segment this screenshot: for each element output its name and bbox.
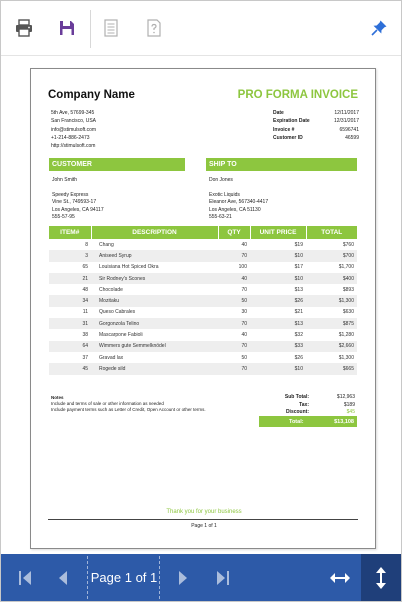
description-cell: Aniseed Syrup: [91, 250, 218, 261]
notes-title: Notes: [51, 395, 64, 400]
quantity-cell: 40: [241, 241, 247, 248]
item-number-cell: 45: [49, 363, 91, 374]
quantity-cell: 50: [241, 354, 247, 361]
unit-price-cell: $17: [294, 264, 303, 271]
table-header-row: [49, 226, 357, 239]
column-header: DESCRIPTION: [91, 226, 218, 239]
subtotal-label: Sub Total:: [284, 394, 309, 400]
help-button[interactable]: [139, 10, 169, 46]
notes-block: [51, 395, 206, 413]
footer-divider: [48, 519, 358, 520]
quantity-cell: 70: [241, 286, 247, 293]
company-name: Company Name: [48, 89, 135, 101]
total-bar: [259, 416, 357, 427]
invoice-meta: [273, 109, 359, 142]
meta-value: 46599: [345, 134, 359, 141]
description-cell: Wimmers gute Semmelknödel: [91, 341, 218, 352]
ship-line: Exotic Liquids: [209, 191, 240, 198]
quantity-cell: 100: [238, 264, 247, 271]
total-cell: $400: [306, 273, 357, 284]
description-cell: Sir Rodney's Scones: [91, 273, 218, 284]
address-line: info@stimulsoft.com: [51, 126, 97, 133]
item-number-cell: 31: [49, 318, 91, 329]
next-page-button[interactable]: [165, 554, 201, 601]
customer-line: Los Angeles, CA 94117: [52, 206, 104, 213]
total-cell: $700: [306, 250, 357, 261]
first-page-icon: [17, 569, 33, 587]
tax-label: Tax:: [299, 401, 309, 408]
table-row: [49, 352, 357, 363]
description-cell: Louisiana Hot Spiced Okra: [99, 264, 159, 271]
previous-page-button[interactable]: [45, 554, 81, 601]
total-cell: $760: [342, 241, 354, 248]
address-line: http://stimulsoft.com: [51, 143, 96, 150]
item-number-cell: 38: [82, 332, 88, 339]
quantity-cell: 30: [241, 309, 247, 316]
thank-you-note: Thank you for your business: [166, 509, 242, 515]
fit-height-button[interactable]: [361, 554, 401, 601]
unit-price-cell: $10: [250, 363, 306, 374]
description-cell: Mascarpone Fabioli: [99, 332, 143, 339]
nav-divider: [159, 556, 160, 599]
meta-label: Customer ID: [273, 134, 303, 141]
discount-value: $45: [346, 409, 355, 415]
table-row: [49, 295, 357, 306]
next-page-icon: [177, 569, 189, 587]
report-page: [30, 68, 376, 549]
unit-price-cell: $13: [294, 286, 303, 293]
toolbar-separator: [90, 10, 91, 48]
quantity-cell: 70: [218, 341, 250, 352]
quantity-cell: 40: [241, 332, 247, 339]
viewer-toolbar: [1, 1, 401, 56]
company-address: [51, 109, 96, 150]
page-footer: Page 1 of 1: [191, 523, 217, 529]
quantity-cell: 40: [218, 273, 250, 284]
table-row: [49, 262, 357, 273]
total-label: Total:: [289, 418, 304, 425]
description-cell: Mozitaku: [91, 295, 218, 306]
fit-width-button[interactable]: [321, 554, 359, 601]
ship-line: 555-63-21: [209, 214, 232, 221]
column-header: QTY: [218, 226, 250, 239]
description-cell: Gorgonzola Telino: [91, 318, 218, 329]
description-cell: Rogede sild: [91, 363, 218, 374]
quantity-cell: 70: [218, 250, 250, 261]
notes-line: Include and terms of sale or other information as needed: [51, 401, 164, 406]
item-number-cell: 34: [49, 295, 91, 306]
column-header: UNIT PRICE: [250, 226, 306, 239]
address-line: +1-214-886-2473: [51, 134, 90, 141]
quantity-cell: 50: [218, 295, 250, 306]
customer-line: 555-57-95: [52, 214, 75, 221]
meta-value: 6596741: [339, 126, 359, 133]
total-cell: $1,300: [306, 295, 357, 306]
table-row: [49, 273, 357, 284]
item-number-cell: 11: [82, 309, 88, 316]
meta-value: 12/31/2017: [333, 118, 359, 125]
meta-label: Expiration Date: [273, 118, 310, 125]
total-cell: $630: [342, 309, 354, 316]
save-button[interactable]: [52, 10, 82, 46]
total-cell: $875: [306, 318, 357, 329]
unit-price-cell: $21: [294, 309, 303, 316]
fit-width-icon: [329, 571, 351, 585]
description-cell: Queso Cabrales: [99, 309, 136, 316]
customer-details: [52, 177, 104, 221]
table-row: [49, 363, 357, 374]
column-header: ITEM#: [49, 226, 91, 239]
discount-label: Discount:: [285, 409, 309, 415]
address-line: 5th Ave, 57699-345: [51, 110, 95, 116]
items-table: [49, 226, 357, 375]
unit-price-cell: $26: [294, 354, 303, 361]
table-row: [49, 284, 357, 295]
unit-price-cell: $19: [294, 241, 303, 248]
column-header: TOTAL: [306, 226, 357, 239]
ship-line: [209, 184, 268, 191]
item-number-cell: 21: [49, 273, 91, 284]
table-row: [49, 307, 357, 318]
item-number-cell: 37: [82, 354, 88, 361]
ship-to-details: [209, 177, 268, 221]
meta-label: Date: [273, 110, 284, 116]
meta-label: Invoice #: [273, 126, 295, 133]
customer-line: Vine St., 749593-17: [52, 199, 97, 206]
unit-price-cell: $33: [250, 341, 306, 352]
unit-price-cell: $26: [250, 295, 306, 306]
ship-to-header: SHIP TO: [206, 158, 357, 171]
quantity-cell: 70: [218, 363, 250, 374]
table-row: [49, 329, 357, 340]
item-number-cell: 65: [82, 264, 88, 271]
last-page-button[interactable]: [205, 554, 241, 601]
unit-price-cell: $32: [294, 332, 303, 339]
document-button[interactable]: [96, 10, 126, 46]
tax-value: $189: [343, 401, 355, 408]
pin-button[interactable]: [364, 10, 394, 46]
customer-line: [52, 184, 104, 191]
address-line: San Francisco, USA: [51, 118, 97, 125]
invoice-title: PRO FORMA INVOICE: [237, 89, 358, 101]
description-cell: Gravad lax: [99, 354, 124, 361]
total-cell: $893: [342, 286, 354, 293]
unit-price-cell: $10: [250, 273, 306, 284]
quantity-cell: 70: [218, 318, 250, 329]
summary-block: [259, 394, 355, 417]
total-cell: $1,280: [338, 332, 354, 339]
last-page-icon: [215, 569, 231, 587]
description-cell: Chocolade: [99, 286, 123, 293]
fit-height-icon: [374, 566, 388, 590]
description-cell: Chang: [99, 241, 114, 248]
total-cell: $665: [306, 363, 357, 374]
total-cell: $1,700: [338, 264, 354, 271]
previous-page-icon: [57, 569, 69, 587]
subtotal-value: $12,963: [336, 394, 355, 400]
total-cell: $2,660: [306, 341, 357, 352]
ship-line: Don Jones: [209, 177, 233, 183]
print-button[interactable]: [9, 10, 39, 46]
item-number-cell: 48: [82, 286, 88, 293]
item-number-cell: 3: [49, 250, 91, 261]
total-value: $13,108: [334, 418, 354, 425]
table-row: [49, 239, 357, 250]
nav-divider: [87, 556, 88, 599]
ship-line: Eleanor Ave, 567340-4417: [209, 199, 269, 206]
pin-icon: [370, 19, 388, 37]
ship-line: Los Angeles, CA 51130: [209, 206, 261, 213]
table-row: [49, 341, 357, 352]
total-cell: $1,300: [338, 354, 354, 361]
report-viewport[interactable]: [1, 57, 401, 554]
table-row: [49, 318, 357, 329]
item-number-cell: 64: [49, 341, 91, 352]
page-navigation-bar: [1, 554, 401, 601]
unit-price-cell: $10: [250, 250, 306, 261]
notes-line: Include payment terms such as Letter of Credit, Open Account or other terms.: [51, 407, 206, 412]
save-icon: [58, 19, 76, 37]
help-document-icon: [145, 18, 163, 38]
item-number-cell: 8: [85, 241, 88, 248]
customer-header: CUSTOMER: [49, 158, 185, 171]
document-icon: [102, 18, 120, 38]
meta-value: 12/11/2017: [334, 110, 359, 116]
customer-line: Speedy Express: [52, 191, 89, 198]
table-row: [49, 250, 357, 261]
first-page-button[interactable]: [7, 554, 43, 601]
unit-price-cell: $13: [250, 318, 306, 329]
printer-icon: [14, 18, 34, 38]
customer-line: John Smith: [52, 177, 78, 183]
page-indicator: Page 1 of 1: [90, 570, 158, 585]
